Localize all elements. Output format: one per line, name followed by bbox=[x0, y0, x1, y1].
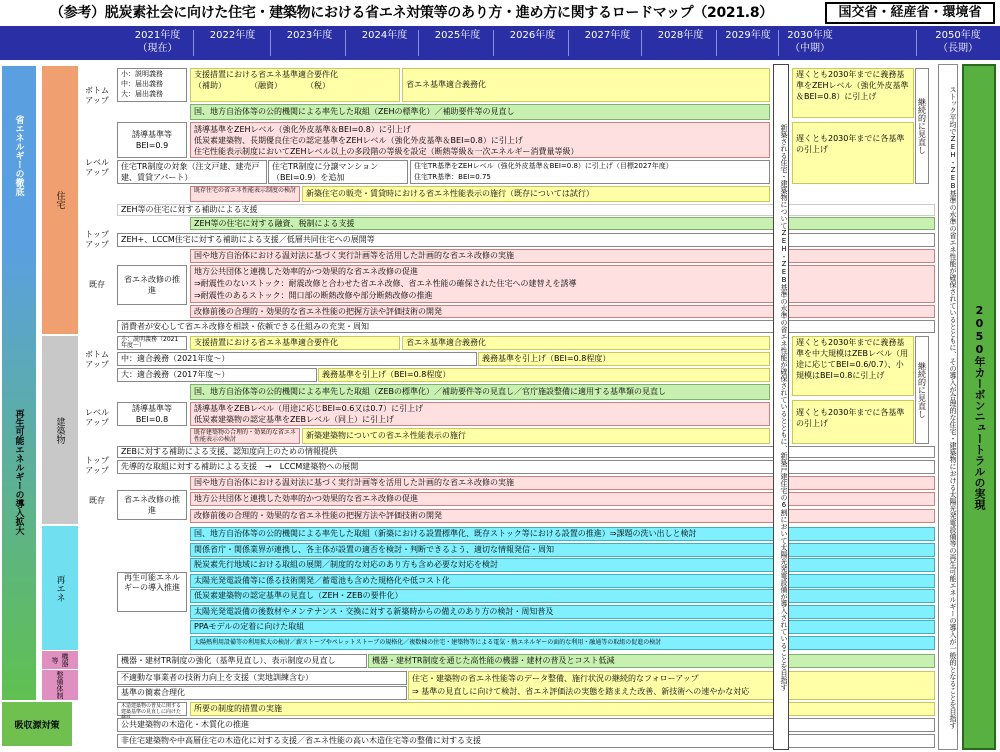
renew-left: 再生可能エネルギーの導入推進 bbox=[117, 572, 187, 612]
model-m1: 不適動な事業者の技術力向上を支援（実地訓練含む） bbox=[117, 671, 407, 685]
house-ex-left: 省エネ改修の推進 bbox=[117, 265, 187, 305]
col2030-cont-bldg: 継続的に見直し bbox=[915, 336, 929, 444]
year-9 bbox=[780, 26, 840, 60]
house-lu2: 低炭素建築物、長期優良住宅の認定基準をZEHレベル（強化外皮基準＆BEI=0.8）に引上げ bbox=[194, 136, 523, 145]
house-bu2: 省エネ基準適合義務化 bbox=[402, 68, 770, 102]
bldg-lu0: 国、地方自治体等の公的機関による率先した取組（ZEBの標準化）／補助要件等の見直し／官庁施設整備に適用する基準類の見直し bbox=[190, 384, 770, 400]
year-6 bbox=[570, 26, 645, 60]
cat-house-top-up: トップ アップ bbox=[85, 230, 109, 249]
col2030-h2: 遅くとも2030年までに各基準の引上げ bbox=[792, 122, 914, 184]
cat-house-level-up: レベル アップ bbox=[85, 158, 109, 177]
house-ex2: 地方公共団体と連携した効率的かつ効果的な省エネ改修の促進 bbox=[194, 267, 418, 276]
year-sublabel: （中期） bbox=[790, 43, 830, 54]
year-label: 2029年度 bbox=[725, 30, 771, 41]
year-label: 2024年度 bbox=[361, 30, 408, 41]
renewable-label: 再生可能エネルギーの導入拡大 bbox=[2, 244, 36, 700]
year-separator bbox=[493, 30, 494, 56]
year-0 bbox=[120, 26, 195, 60]
bldg-lu2: 低炭素建築物の認定基準をZEBレベル（同上）に引上げ bbox=[194, 415, 395, 424]
house-tr-right: 住宅TR基準をZEHレベル（強化外皮基準＆BEI=0.8）に引上げ（目標2027年度） 住宅TR基準：BEI=0.75 bbox=[410, 160, 770, 184]
year-label: 2050年度 bbox=[935, 30, 981, 41]
year-label: 2030年度 bbox=[787, 30, 833, 41]
house-disp-left: 既存住宅の省エネ性能表示制度の検討 bbox=[190, 186, 300, 202]
equip-e2: 機器・建材TR制度を通じた高性能の機器・建材の普及とコスト低減 bbox=[368, 654, 935, 668]
bldg-bu1: 支援措置における省エネ基準適合要件化 bbox=[190, 336, 400, 350]
cat-bldg-bottom-up: ボトム アップ bbox=[85, 350, 109, 369]
house-lu-block bbox=[190, 122, 770, 158]
section-model: 整備体制 bbox=[42, 670, 78, 700]
ministry-label: 国交省・経産省・環境省 bbox=[825, 2, 995, 24]
year-3 bbox=[347, 26, 422, 60]
model-m2: 基準の簡素合理化 bbox=[117, 686, 407, 700]
renew-r2: 関係省庁・関係業界が連携し、各主体が設置の適否を検討・判断できるよう、適切な情報発信・周知 bbox=[190, 543, 935, 557]
renew-r5: 低炭素建築物の認定基準の見直し（ZEH・ZEBの要件化） bbox=[190, 589, 935, 603]
house-disp: 新築住宅の販売・賃貸時における省エネ性能表示の施行（既存については試行） bbox=[302, 186, 770, 202]
year-label: 2027年度 bbox=[584, 30, 631, 41]
year-label: 2026年度 bbox=[509, 30, 556, 41]
house-lu0: 国、地方自治体等の公的機関による率先した取組（ZEHの標準化）／補助要件等の見直し bbox=[190, 104, 770, 120]
year-separator bbox=[270, 30, 271, 56]
year-separator bbox=[418, 30, 419, 56]
section-renew: 再エネ bbox=[42, 526, 78, 650]
bldg-lu-block bbox=[190, 402, 770, 426]
year-7 bbox=[643, 26, 718, 60]
house-tr-mid: 住宅TR制度に分譲マンション（BEI=0.9）を追加 bbox=[268, 160, 408, 184]
carbon-neutral-goal: 2050年カーボンニュートラルの実現 bbox=[962, 64, 996, 750]
renew-r1: 国、地方自治体等の公的機関による率先した取組（新築における設置標準化、既存ストック等における設置の推進）⇒課題の洗い出しと検討 bbox=[190, 527, 935, 541]
year-10 bbox=[918, 26, 998, 60]
col2030-b2: 遅くとも2030年までに各基準の引上げ bbox=[792, 400, 914, 444]
house-ex-block bbox=[190, 265, 935, 303]
bldg-bu2: 省エネ基準適合義務化 bbox=[402, 336, 770, 350]
bldg-bu-mid2: 義務基準を引上げ（BEI=0.8程度） bbox=[478, 352, 770, 366]
cat-bldg-existing: 既存 bbox=[89, 496, 105, 505]
house-bu1: 支援措置における省エネ基準適合要件化 （補助） （融資） （税） bbox=[190, 68, 400, 102]
house-ex6: 消費者が安心して省エネ改修を相談・依頼できる仕組みの充実・周知 bbox=[117, 320, 935, 333]
cat-bldg-top-up: トップ アップ bbox=[85, 456, 109, 475]
absorb-a3: 非住宅建築物や中高層住宅の木造化に対する支援／省エネ性能の高い木造住宅等の整備に対する支援 bbox=[117, 734, 935, 748]
house-ex5: 改修前後の合理的・効果的な省エネ性能の把握方法や評価技術の開発 bbox=[190, 305, 935, 318]
absorb-a2: 公共建築物の木造化・木質化の推進 bbox=[117, 718, 935, 732]
house-bu-left: 小：説明義務 中：届出義務 大：届出義務 bbox=[117, 68, 187, 102]
section-equip: 機器等 bbox=[42, 651, 78, 669]
year-label: 2022年度 bbox=[209, 30, 256, 41]
year-1 bbox=[195, 26, 270, 60]
year-separator bbox=[193, 30, 194, 56]
bldg-lu1: 誘導基準をZEBレベル（用途に応じBEI=0.6又は0.7）に引上げ bbox=[194, 404, 424, 413]
year-sublabel: （現在） bbox=[137, 43, 178, 54]
col2030-cont-house: 継続的に見直し bbox=[915, 68, 929, 184]
house-lu-left: 誘導基準等 BEI=0.9 bbox=[117, 122, 187, 158]
renew-r7: PPAモデルの定着に向けた取組 bbox=[190, 620, 935, 634]
house-tu2: ZEH等の住宅に対する融資、税制による支援 bbox=[190, 217, 935, 230]
year-sublabel: （長期） bbox=[938, 43, 978, 54]
equip-e1: 機器・建材TR制度の強化（基準見直し）、表示制度の見直し bbox=[117, 654, 367, 668]
col2030-b1: 遅くとも2030年までに義務基準を中大規模はZEBレベル（用途に応じてBEI=0.6/0.7）、小規模はBEI=0.8に引上げ bbox=[792, 336, 914, 396]
year-separator bbox=[568, 30, 569, 56]
year-label: 2028年度 bbox=[657, 30, 704, 41]
year-label: 2023年度 bbox=[286, 30, 333, 41]
bldg-tu1: ZEBに対する補助による支援、認知度向上のための情報提供 bbox=[117, 446, 935, 458]
year-2 bbox=[272, 26, 347, 60]
cat-house-bottom-up: ボトム アップ bbox=[85, 86, 109, 105]
year-4 bbox=[420, 26, 495, 60]
absorb-a1: 所要の制度的措置の実施 bbox=[190, 702, 935, 716]
house-lu1: 誘導基準をZEHレベル（強化外皮基準＆BEI=0.8）に引上げ bbox=[194, 125, 411, 134]
renew-r4: 太陽光発電設備等に係る技術開発／蓄電池も含めた規格化や低コスト化 bbox=[190, 574, 935, 588]
bldg-disp: 新築建築物についての省エネ性能表示の施行 bbox=[302, 428, 770, 444]
absorb-left: 木造建築物の普及に関する建築基準の見直しに向けた bbox=[117, 702, 187, 716]
year-label: 2021年度 bbox=[134, 30, 181, 41]
house-ex4: ⇒耐震性のあるストック：開口部の断熱改修や部分断熱改修の推進 bbox=[194, 291, 433, 300]
year-separator bbox=[345, 30, 346, 56]
year-separator bbox=[716, 30, 717, 56]
col2030-h1: 遅くとも2030年までに義務基準をZEHレベル（強化外皮基準＆BEI=0.8）に引上げ bbox=[792, 68, 914, 118]
house-lu3: 住宅性能表示制度においてZEHレベル以上の多段階の等級を設定（断熱等級＆一次エネルギー消費量等級） bbox=[194, 147, 579, 156]
year-8 bbox=[718, 26, 778, 60]
house-tu1: ZEH等の住宅に対する補助による支援 bbox=[117, 204, 935, 216]
section-building: 建築物 bbox=[42, 336, 78, 524]
cat-house-existing: 既存 bbox=[89, 280, 105, 289]
year-label: 2025年度 bbox=[434, 30, 481, 41]
absorb-label: 吸収源対策 bbox=[2, 702, 72, 746]
bldg-bu-small: 小：説明義務（2021年度～） bbox=[117, 336, 187, 350]
year-separator bbox=[778, 30, 779, 56]
bldg-tu2: 先導的な取組に対する補助による支援 → LCCM建築物への展開 bbox=[117, 460, 935, 474]
vert-stock-goal: ストック平均でZEH・ZEB基準の水準の省エネ性能が確保されているとともに、その導入が合理的な住宅・建築物における太陽光発電設備等の再生可能エネルギーの導入が一般的となることを目指す bbox=[938, 64, 958, 750]
bldg-bu-big2: 義務基準を引上げ（BEI=0.8程度） bbox=[318, 368, 770, 382]
bldg-ex2: 地方公共団体と連携した効率的かつ効果的な省エネ改修の促進 bbox=[190, 492, 935, 506]
renew-r3: 脱炭素先行地域における取組の展開／制度的な対応のあり方も含め必要な対応を検討 bbox=[190, 558, 935, 572]
renew-r8: 太陽熱利用設備等の利用拡大の検討／薪ストーブやペレットストーブの規格化／複数棟の住宅・建築物等による電気・熱エネルギーの面的な利用・融通等の取組の促進の検討 bbox=[190, 636, 935, 650]
renew-r6: 太陽光発電設備の後数材やメンテナンス・交換に対する新築時からの備えのあり方の検討・周知普及 bbox=[190, 605, 935, 619]
page-title: （参考）脱炭素社会に向けた住宅・建築物における省エネ対策等のあり方・進め方に関するロードマップ（2021.8） bbox=[50, 5, 773, 21]
bldg-ex-left: 省エネ改修の推進 bbox=[117, 490, 187, 520]
bldg-disp-left: 既存建築物の合理的・効果的な省エネ性能表示の検討 bbox=[190, 428, 300, 444]
section-house: 住宅 bbox=[42, 66, 78, 334]
year-5 bbox=[495, 26, 570, 60]
model-m3: 住宅・建築物の省エネ性能等のデータ整備、施行状況の継続的なフォローアップ ⇒ 基準の見直しに向けて検討、省エネ評価法の実態を踏まえた改善、新技術への速やかな対応 bbox=[408, 671, 935, 700]
energy-saving-label: 省エネルギーの徹底 bbox=[2, 66, 36, 244]
house-tu3: ZEH+、LCCM住宅に対する補助による支援／低層共同住宅への展開等 bbox=[117, 233, 935, 247]
house-ex3: ⇒耐震性のないストック：耐震改修と合わせた省エネ改修、省エネ性能の確保された住宅への建替えを誘導 bbox=[194, 279, 577, 288]
bldg-bu-big: 大：適合義務（2017年度～） bbox=[117, 368, 317, 382]
bldg-bu-mid: 中：適合義務（2021年度～） bbox=[117, 352, 477, 366]
house-ex1: 国や地方自治体における温対法に基づく実行計画等を活用した計画的な省エネ改修の実施 bbox=[190, 249, 935, 263]
year-separator bbox=[916, 30, 917, 56]
year-separator bbox=[641, 30, 642, 56]
vert-new-goal: 新築される住宅・建築物についてZEH・ZEB基準の水準の省エネ性能が確保されているとともに、新築戸建住宅の6割において太陽光発電設備が導入されていることを目指す bbox=[773, 64, 789, 750]
cat-bldg-level-up: レベル アップ bbox=[85, 408, 109, 427]
timeline-header bbox=[0, 26, 1000, 60]
house-tr-left: 住宅TR制度の対象（注文戸建、建売戸建、賃貸アパート） bbox=[117, 160, 267, 184]
bldg-ex1: 国や地方自治体における温対法に基づく実行計画等を活用した計画的な省エネ改修の実施 bbox=[190, 476, 935, 490]
bldg-ex3: 改修前後の合理的・効果的な省エネ性能の把握方法や評価技術の開発 bbox=[190, 509, 935, 523]
bldg-lu-left: 誘導基準等 BEI=0.8 bbox=[117, 402, 187, 426]
